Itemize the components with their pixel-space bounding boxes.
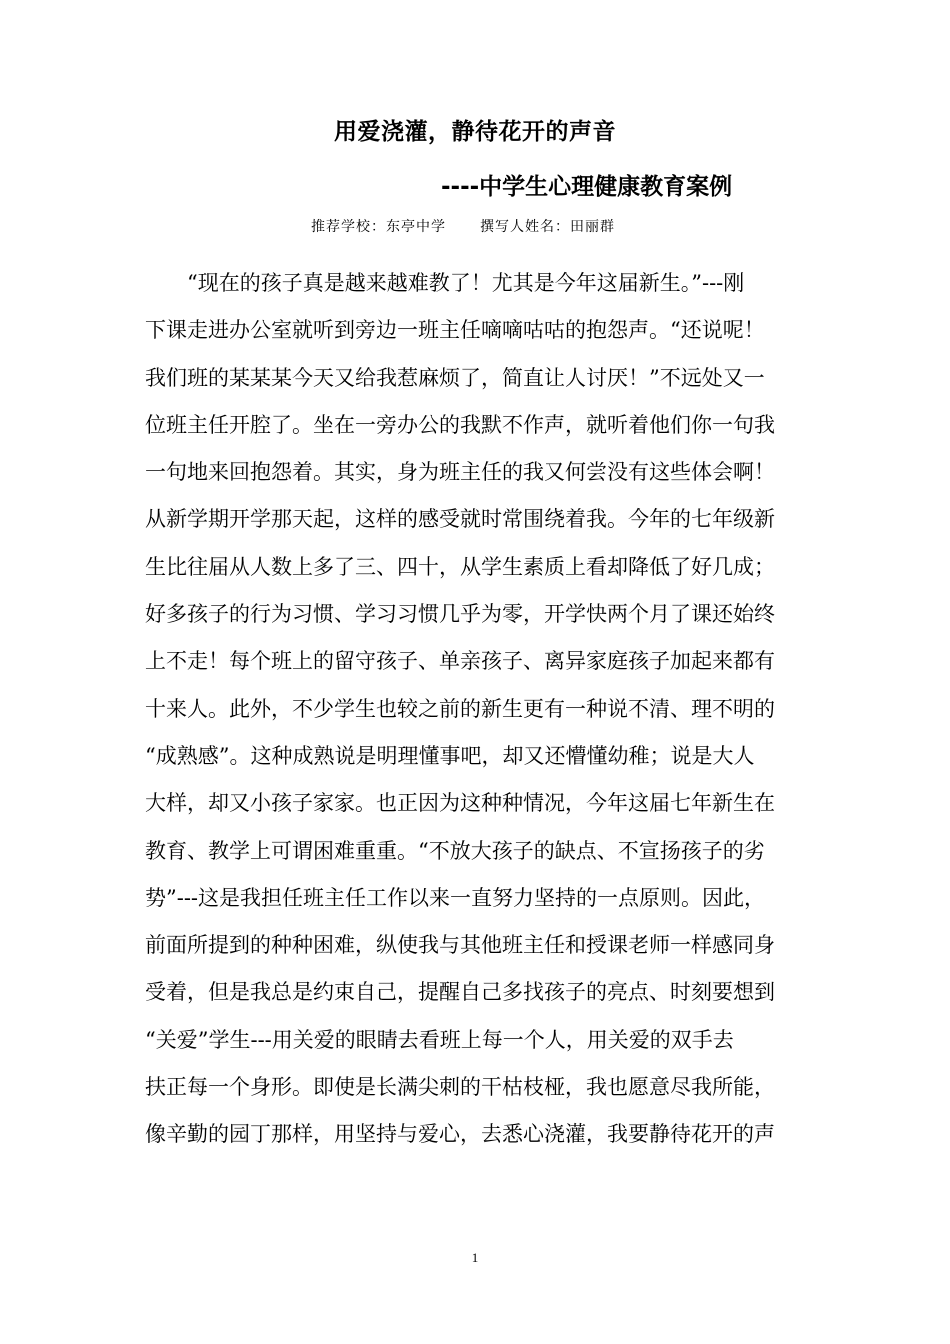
body-line: 我们班的某某某今天又给我惹麻烦了，简直让人讨厌！”不远处又一 (145, 365, 765, 390)
author-label: 撰写人姓名：田丽群 (480, 219, 615, 235)
body-line: 扶正每一个身形。即使是长满尖刺的干枯枝桠，我也愿意尽我所能， (145, 1075, 775, 1100)
document-meta (311, 216, 615, 238)
school-label: 推荐学校：东亭中学 (311, 219, 446, 235)
body-line: “关爱”学生---用关爱的眼睛去看班上每一个人，用关爱的双手去 (145, 1027, 734, 1052)
body-line: 从新学期开学那天起，这样的感受就时常围绕着我。今年的七年级新 (145, 507, 775, 532)
body-line: 受着，但是我总是约束自己，提醒自己多找孩子的亮点、时刻要想到 (145, 980, 775, 1005)
body-line: 位班主任开腔了。坐在一旁办公的我默不作声，就听着他们你一句我 (145, 412, 775, 437)
body-line: 下课走进办公室就听到旁边一班主任嘀嘀咕咕的抱怨声。“还说呢！ (145, 318, 765, 343)
body-line: 像辛勤的园丁那样，用坚持与爱心，去悉心浇灌，我要静待花开的声 (145, 1122, 775, 1147)
document-body (145, 264, 810, 1163)
body-line: 势”---这是我担任班主任工作以来一直努力坚持的一点原则。因此， (145, 885, 766, 910)
body-line: 一句地来回抱怨着。其实，身为班主任的我又何尝没有这些体会啊！ (145, 460, 775, 485)
body-line: 前面所提到的种种困难，纵使我与其他班主任和授课老师一样感同身 (145, 933, 775, 958)
document-title: 用爱浇灌，静待花开的声音 (334, 119, 616, 145)
document-subtitle: ----中学生心理健康教育案例 (441, 174, 733, 200)
body-line: 生比往届从人数上多了三、四十，从学生素质上看却降低了好几成； (145, 554, 775, 579)
body-line: 好多孩子的行为习惯、学习习惯几乎为零，开学快两个月了课还始终 (145, 602, 775, 627)
body-line: 十来人。此外，不少学生也较之前的新生更有一种说不清、理不明的 (145, 696, 775, 721)
body-line: “现在的孩子真是越来越难教了！尤其是今年这届新生。”---刚 (187, 271, 745, 295)
body-line: “成熟感”。这种成熟说是明理懂事吧，却又还懵懂幼稚；说是大人 (145, 743, 755, 768)
page-number: 1 (471, 1250, 479, 1265)
body-line: 教育、教学上可谓困难重重。“不放大孩子的缺点、不宣扬孩子的劣 (145, 838, 765, 863)
body-line: 上不走！每个班上的留守孩子、单亲孩子、离异家庭孩子加起来都有 (145, 649, 775, 674)
body-line: 大样，却又小孩子家家。也正因为这种种情况，今年这届七年新生在 (145, 791, 775, 816)
